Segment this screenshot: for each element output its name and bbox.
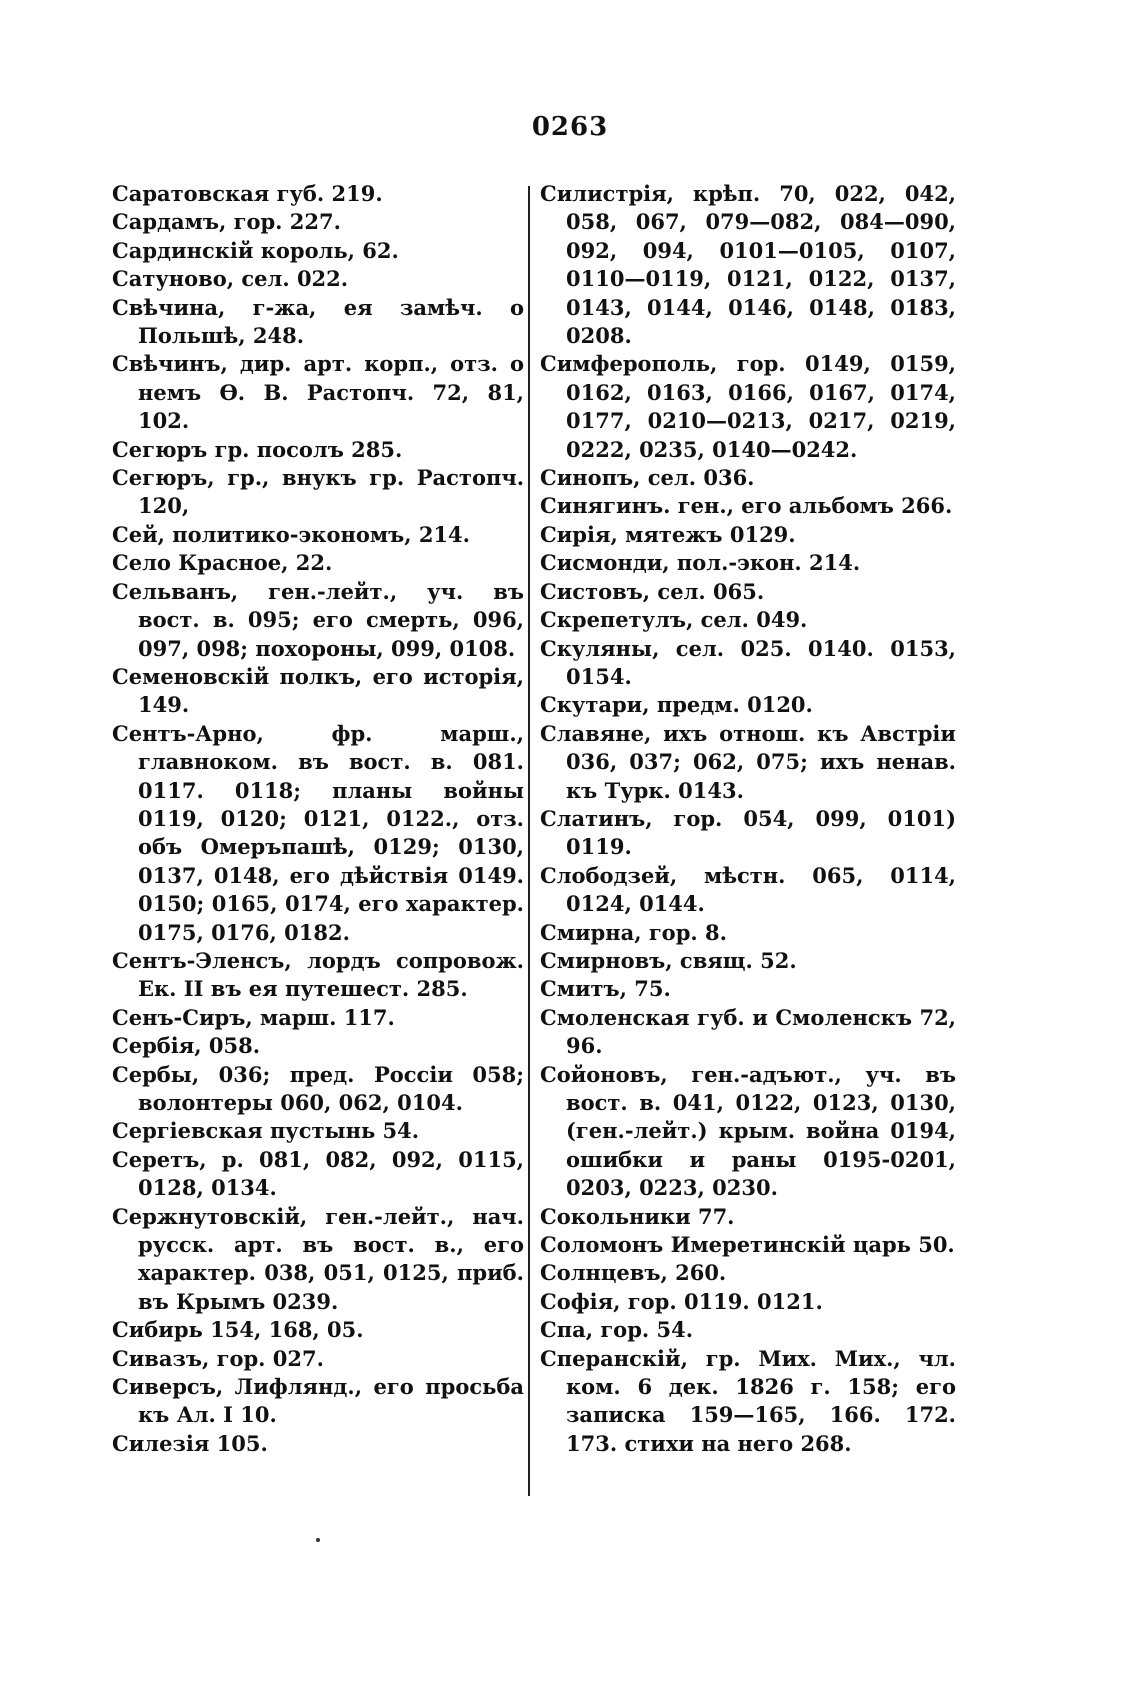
index-entry: Сенъ-Сиръ, марш. 117. — [112, 1004, 395, 1030]
index-entry: Семеновскій полкъ, его исторія, 149. — [112, 663, 524, 718]
index-entry: Софія, гор. 0119. 0121. — [540, 1288, 823, 1314]
index-entry: Слободзей, мѣстн. 065, 0114, 0124, 0144. — [540, 862, 956, 917]
index-entry: Сойоновъ, ген.-адъют., уч. въ вост. в. 041, 0122, 0123, 0130, (ген.-лейт.) крым. война 0194, ошибки и раны 0195-0201, 0203, 0223, 0230. — [540, 1061, 956, 1201]
index-entry: Сентъ-Эленсъ, лордъ сопровож. Ек. II въ ея путешест. 285. — [112, 947, 524, 1002]
index-entry: Сирія, мятежъ 0129. — [540, 521, 796, 547]
index-entry: Сиверсъ, Лифлянд., его просьба къ Ал. I 10. — [112, 1374, 524, 1428]
index-entry: Сербы, 036; пред. Россіи 058; волонтеры 060, 062, 0104. — [112, 1061, 524, 1115]
page-number: 0263 — [531, 112, 609, 142]
column-divider — [528, 186, 530, 1496]
index-entry: Слатинъ, гор. 054, 099, 0101) 0119. — [540, 805, 956, 860]
index-entry: Скрепетулъ, сел. 049. — [540, 607, 808, 633]
index-entry: Соломонъ Имеретинскій царь 50. — [540, 1232, 955, 1258]
index-entry: Сисмонди, пол.-экон. 214. — [540, 550, 861, 576]
index-entry: Серетъ, р. 081, 082, 092, 0115, 0128, 0134. — [112, 1146, 524, 1201]
index-entry: Свѣчина, г-жа, ея замѣч. о Польшѣ, 248. — [112, 294, 524, 349]
index-entry: Силезія 105. — [112, 1430, 268, 1456]
index-entry: Смирновъ, свящ. 52. — [540, 947, 797, 973]
print-speck — [316, 1538, 320, 1542]
index-column-left — [112, 180, 524, 1458]
index-entry: Смитъ, 75. — [540, 976, 671, 1002]
index-entry: Скутари, предм. 0120. — [540, 692, 813, 718]
index-entry: Сербія, 058. — [112, 1033, 261, 1059]
index-entry: Сардинскій король, 62. — [112, 237, 399, 263]
index-entry: Село Красное, 22. — [112, 550, 333, 576]
index-entry: Сельванъ, ген.-лейт., уч. въ вост. в. 095; его смерть, 096, 097, 098; похороны, 099, 0108. — [112, 578, 524, 661]
index-entry: Сперанскій, гр. Мих. Мих., чл. ком. 6 дек. 1826 г. 158; его записка 159—165, 166. 172. 173. стихи на него 268. — [540, 1345, 956, 1456]
index-entry: Сардамъ, гор. 227. — [112, 209, 341, 235]
index-entry: Сатуново, сел. 022. — [112, 266, 349, 292]
index-entry: Смоленская губ. и Смоленскъ 72, 96. — [540, 1004, 956, 1059]
index-entry: Систовъ, сел. 065. — [540, 578, 765, 604]
index-entry: Сергіевская пустынь 54. — [112, 1118, 420, 1144]
index-entry: Синопъ, сел. 036. — [540, 465, 755, 491]
index-entry: Сокольники 77. — [540, 1203, 735, 1229]
index-entry: Сегюръ гр. посолъ 285. — [112, 436, 403, 462]
index-entry: Саратовская губ. 219. — [112, 181, 383, 206]
index-entry: Сибирь 154, 168, 05. — [112, 1317, 364, 1343]
index-column-right — [540, 180, 956, 1458]
index-entry: Спа, гор. 54. — [540, 1317, 694, 1343]
index-entry: Сей, политико-экономъ, 214. — [112, 521, 470, 547]
index-entry: Свѣчинъ, дир. арт. корп., отз. о немъ Ѳ. В. Растопч. 72, 81, 102. — [112, 351, 524, 434]
index-entry: Скуляны, сел. 025. 0140. 0153, 0154. — [540, 635, 956, 689]
index-entry: Солнцевъ, 260. — [540, 1260, 727, 1286]
index-entry: Сентъ-Арно, фр. марш., главноком. въ вост. в. 081. 0117. 0118; планы войны 0119, 0120; 0121, 0122., отз. объ Омеръпашѣ, 0129; 0130, 0137, 0148, его дѣйствія 0149. 0150; 0165, 0174, его характер. 0175, 0176, 0182. — [112, 720, 524, 945]
index-entry: Сивазъ, гор. 027. — [112, 1345, 324, 1371]
index-entry: Симферополь, гор. 0149, 0159, 0162, 0163, 0166, 0167, 0174, 0177, 0210—0213, 0217, 0219, 0222, 0235, 0140—0242. — [540, 351, 956, 462]
index-entry: Славяне, ихъ отнош. къ Австріи 036, 037; 062, 075; ихъ ненав. къ Турк. 0143. — [540, 720, 956, 803]
index-entry: Смирна, гор. 8. — [540, 919, 727, 945]
index-entry: Сегюръ, гр., внукъ гр. Растопч. 120, — [112, 465, 524, 519]
index-entry: Силистрія, крѣп. 70, 022, 042, 058, 067, 079—082, 084—090, 092, 094, 0101—0105, 0107, 0110—0119, 0121, 0122, 0137, 0143, 0144, 0146, 0148, 0183, 0208. — [540, 181, 956, 349]
index-entry: Синягинъ. ген., его альбомъ 266. — [540, 493, 953, 519]
index-entry: Сержнутовскій, ген.-лейт., нач. русск. арт. въ вост. в., его характер. 038, 051, 0125, приб. въ Крымъ 0239. — [112, 1203, 524, 1314]
